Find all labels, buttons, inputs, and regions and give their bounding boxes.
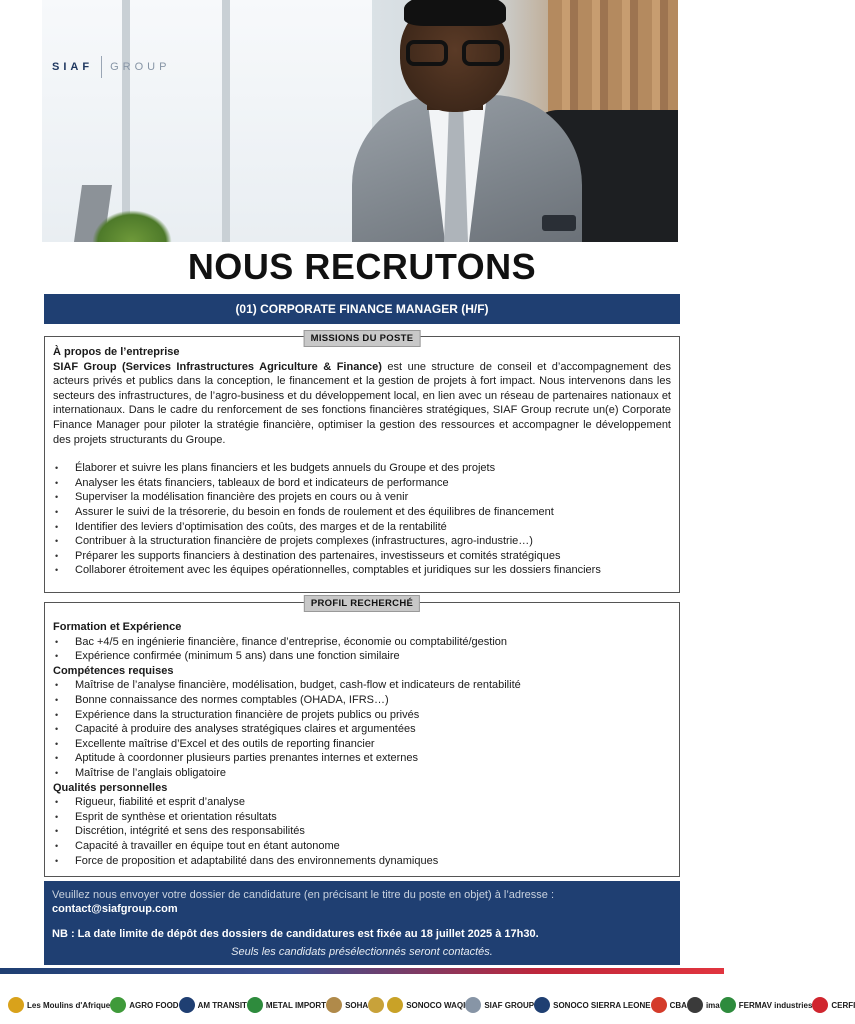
partner-logo-icon (720, 997, 736, 1013)
deadline-note: NB : La date limite de dépôt des dossiers de candidatures est fixée au 18 juillet 2025 à 17h30. (52, 928, 539, 940)
partner-logo (387, 997, 465, 1013)
list-item: • Force de proposition et adaptabilité dans des environnements dynamiques (53, 854, 671, 869)
list-item: • Élaborer et suivre les plans financiers et les budgets annuels du Groupe et des projets (53, 461, 671, 476)
missions-section (44, 336, 680, 593)
partner-logo (534, 997, 651, 1013)
list-item: • Maîtrise de l’analyse financière, modélisation, budget, cash-flow et indicateurs de rentabilité (53, 678, 671, 693)
application-instruction: Veuillez nous envoyer votre dossier de candidature (en précisant le titre du poste en objet) à l’adresse : (52, 889, 555, 901)
partner-logo-icon (326, 997, 342, 1013)
partner-logo (110, 997, 178, 1013)
formation-title: Formation et Expérience (53, 621, 182, 633)
partner-name: SONOCO SIERRA LEONE (553, 1000, 651, 1010)
partner-logo (651, 997, 687, 1013)
application-box (44, 881, 680, 965)
partner-logo-icon (687, 997, 703, 1013)
siaf-group-logo (52, 56, 170, 78)
partner-name: CERFI (831, 1000, 855, 1010)
job-title-bar (44, 294, 680, 324)
list-item: • Expérience dans la structuration financière de projets publics ou privés (53, 708, 671, 723)
partner-logo-icon (368, 997, 384, 1013)
businessman-image (332, 0, 592, 242)
partner-name: SOHA (345, 1000, 369, 1010)
partner-name: ima (705, 1000, 720, 1010)
about-description: est une structure de conseil et d’accompagnement des acteurs privés et publics dans la conception, le financement et la gestion de projets à fort impact. Nous intervenons dans les secteurs des infrastructures, de l’agro-business et du développement local, en lien avec un réseau de partenaires nationaux et internationaux. Dans le cadre du renforcement de ses fonctions financières stratégiques, SIAF Group recrute un(e) Corporate Finance Manager pour piloter la stratégie financière, optimiser la gestion des ressources et accompagner le développement des projets structurants du Groupe. (53, 360, 672, 446)
partner-name: FERMAV industries (738, 1000, 813, 1010)
page-title: NOUS RECRUTONS (187, 246, 537, 287)
qualites-title: Qualités personnelles (53, 781, 168, 794)
list-item: • Assurer le suivi de la trésorerie, du besoin en fonds de roulement et des équilibres de financement (53, 505, 671, 520)
contact-email[interactable]: contact@siafgroup.com (52, 903, 178, 915)
list-item: • Expérience confirmée (minimum 5 ans) dans une fonction similaire (53, 649, 671, 664)
list-item: • Esprit de synthèse et orientation résultats (53, 810, 671, 825)
about-company: SIAF Group (Services Infrastructures Agriculture & Finance) (53, 360, 382, 373)
list-item: • Bac +4/5 en ingénierie financière, finance d’entreprise, économie ou comptabilité/gestion (53, 635, 671, 650)
partner-logo-icon (179, 997, 195, 1013)
partner-logo-icon (465, 997, 481, 1013)
list-item: • Excellente maîtrise d’Excel et des outils de reporting financier (53, 737, 671, 752)
list-item: • Capacité à produire des analyses stratégiques claires et argumentées (53, 722, 671, 737)
qualites-list (53, 795, 671, 868)
list-item: • Capacité à travailler en équipe tout en étant autonome (53, 839, 671, 854)
partner-name: AGRO FOOD (129, 1000, 179, 1010)
plant-image (92, 210, 172, 242)
missions-tag: MISSIONS DU POSTE (304, 330, 421, 347)
list-item: • Superviser la modélisation financière des projets en cours ou à venir (53, 490, 671, 505)
list-item: • Collaborer étroitement avec les équipes opérationnelles, comptables et juridiques sur les dossiers financiers (53, 563, 671, 578)
partner-logo (8, 997, 110, 1013)
partner-name: SONOCO WAQI (406, 1000, 466, 1010)
partner-logo-icon (812, 997, 828, 1013)
list-item: • Maîtrise de l’anglais obligatoire (53, 766, 671, 781)
list-item: • Rigueur, fiabilité et esprit d’analyse (53, 795, 671, 810)
color-stripe (0, 968, 724, 974)
list-item: • Analyser les états financiers, tableaux de bord et indicateurs de performance (53, 476, 671, 491)
logo-separator (101, 56, 102, 78)
list-item: • Discrétion, intégrité et sens des responsabilités (53, 824, 671, 839)
partner-logo (812, 997, 855, 1013)
partner-logo-icon (651, 997, 667, 1013)
partner-name: SIAF GROUP (484, 1000, 535, 1010)
list-item: • Contribuer à la structuration financière de projets complexes (infrastructures, agro-industrie…) (53, 534, 671, 549)
about-title: À propos de l’entreprise (53, 346, 180, 358)
list-item: • Bonne connaissance des normes comptables (OHADA, IFRS…) (53, 693, 671, 708)
list-item: • Identifier des leviers d’optimisation des coûts, des marges et de la rentabilité (53, 520, 671, 535)
partner-name: AM TRANSIT (197, 1000, 247, 1010)
partner-logo-icon (387, 997, 403, 1013)
partner-name: METAL IMPORT (265, 1000, 327, 1010)
partner-logo (687, 997, 720, 1013)
profil-section (44, 602, 680, 877)
logo-group: GROUP (110, 61, 171, 73)
partner-name: Les Moulins d'Afrique (27, 1000, 111, 1010)
partner-logo (368, 997, 387, 1013)
job-title: (01) CORPORATE FINANCE MANAGER (H/F) (235, 302, 489, 316)
logo-brand: SIAF (52, 61, 94, 73)
partner-logos (8, 990, 855, 1020)
partner-logo-icon (247, 997, 263, 1013)
partner-logo-icon (8, 997, 24, 1013)
partner-logo-icon (110, 997, 126, 1013)
about-text (53, 360, 671, 448)
partner-logo (247, 997, 326, 1013)
list-item: • Préparer les supports financiers à destination des partenaires, investisseurs et comités stratégiques (53, 549, 671, 564)
partner-logo (326, 997, 368, 1013)
hero-photo (42, 0, 678, 242)
competences-list (53, 678, 671, 780)
partner-logo-icon (534, 997, 550, 1013)
list-item: • Aptitude à coordonner plusieurs parties prenantes internes et externes (53, 751, 671, 766)
partner-logo (465, 997, 534, 1013)
partner-logo (720, 997, 813, 1013)
partner-name: CBA (669, 1000, 687, 1010)
formation-list (53, 635, 671, 664)
shortlist-note: Seuls les candidats présélectionnés seront contactés. (231, 946, 493, 958)
partner-logo (179, 997, 247, 1013)
profil-tag: PROFIL RECHERCHÉ (304, 595, 420, 612)
missions-list (53, 461, 671, 578)
competences-title: Compétences requises (53, 664, 174, 677)
